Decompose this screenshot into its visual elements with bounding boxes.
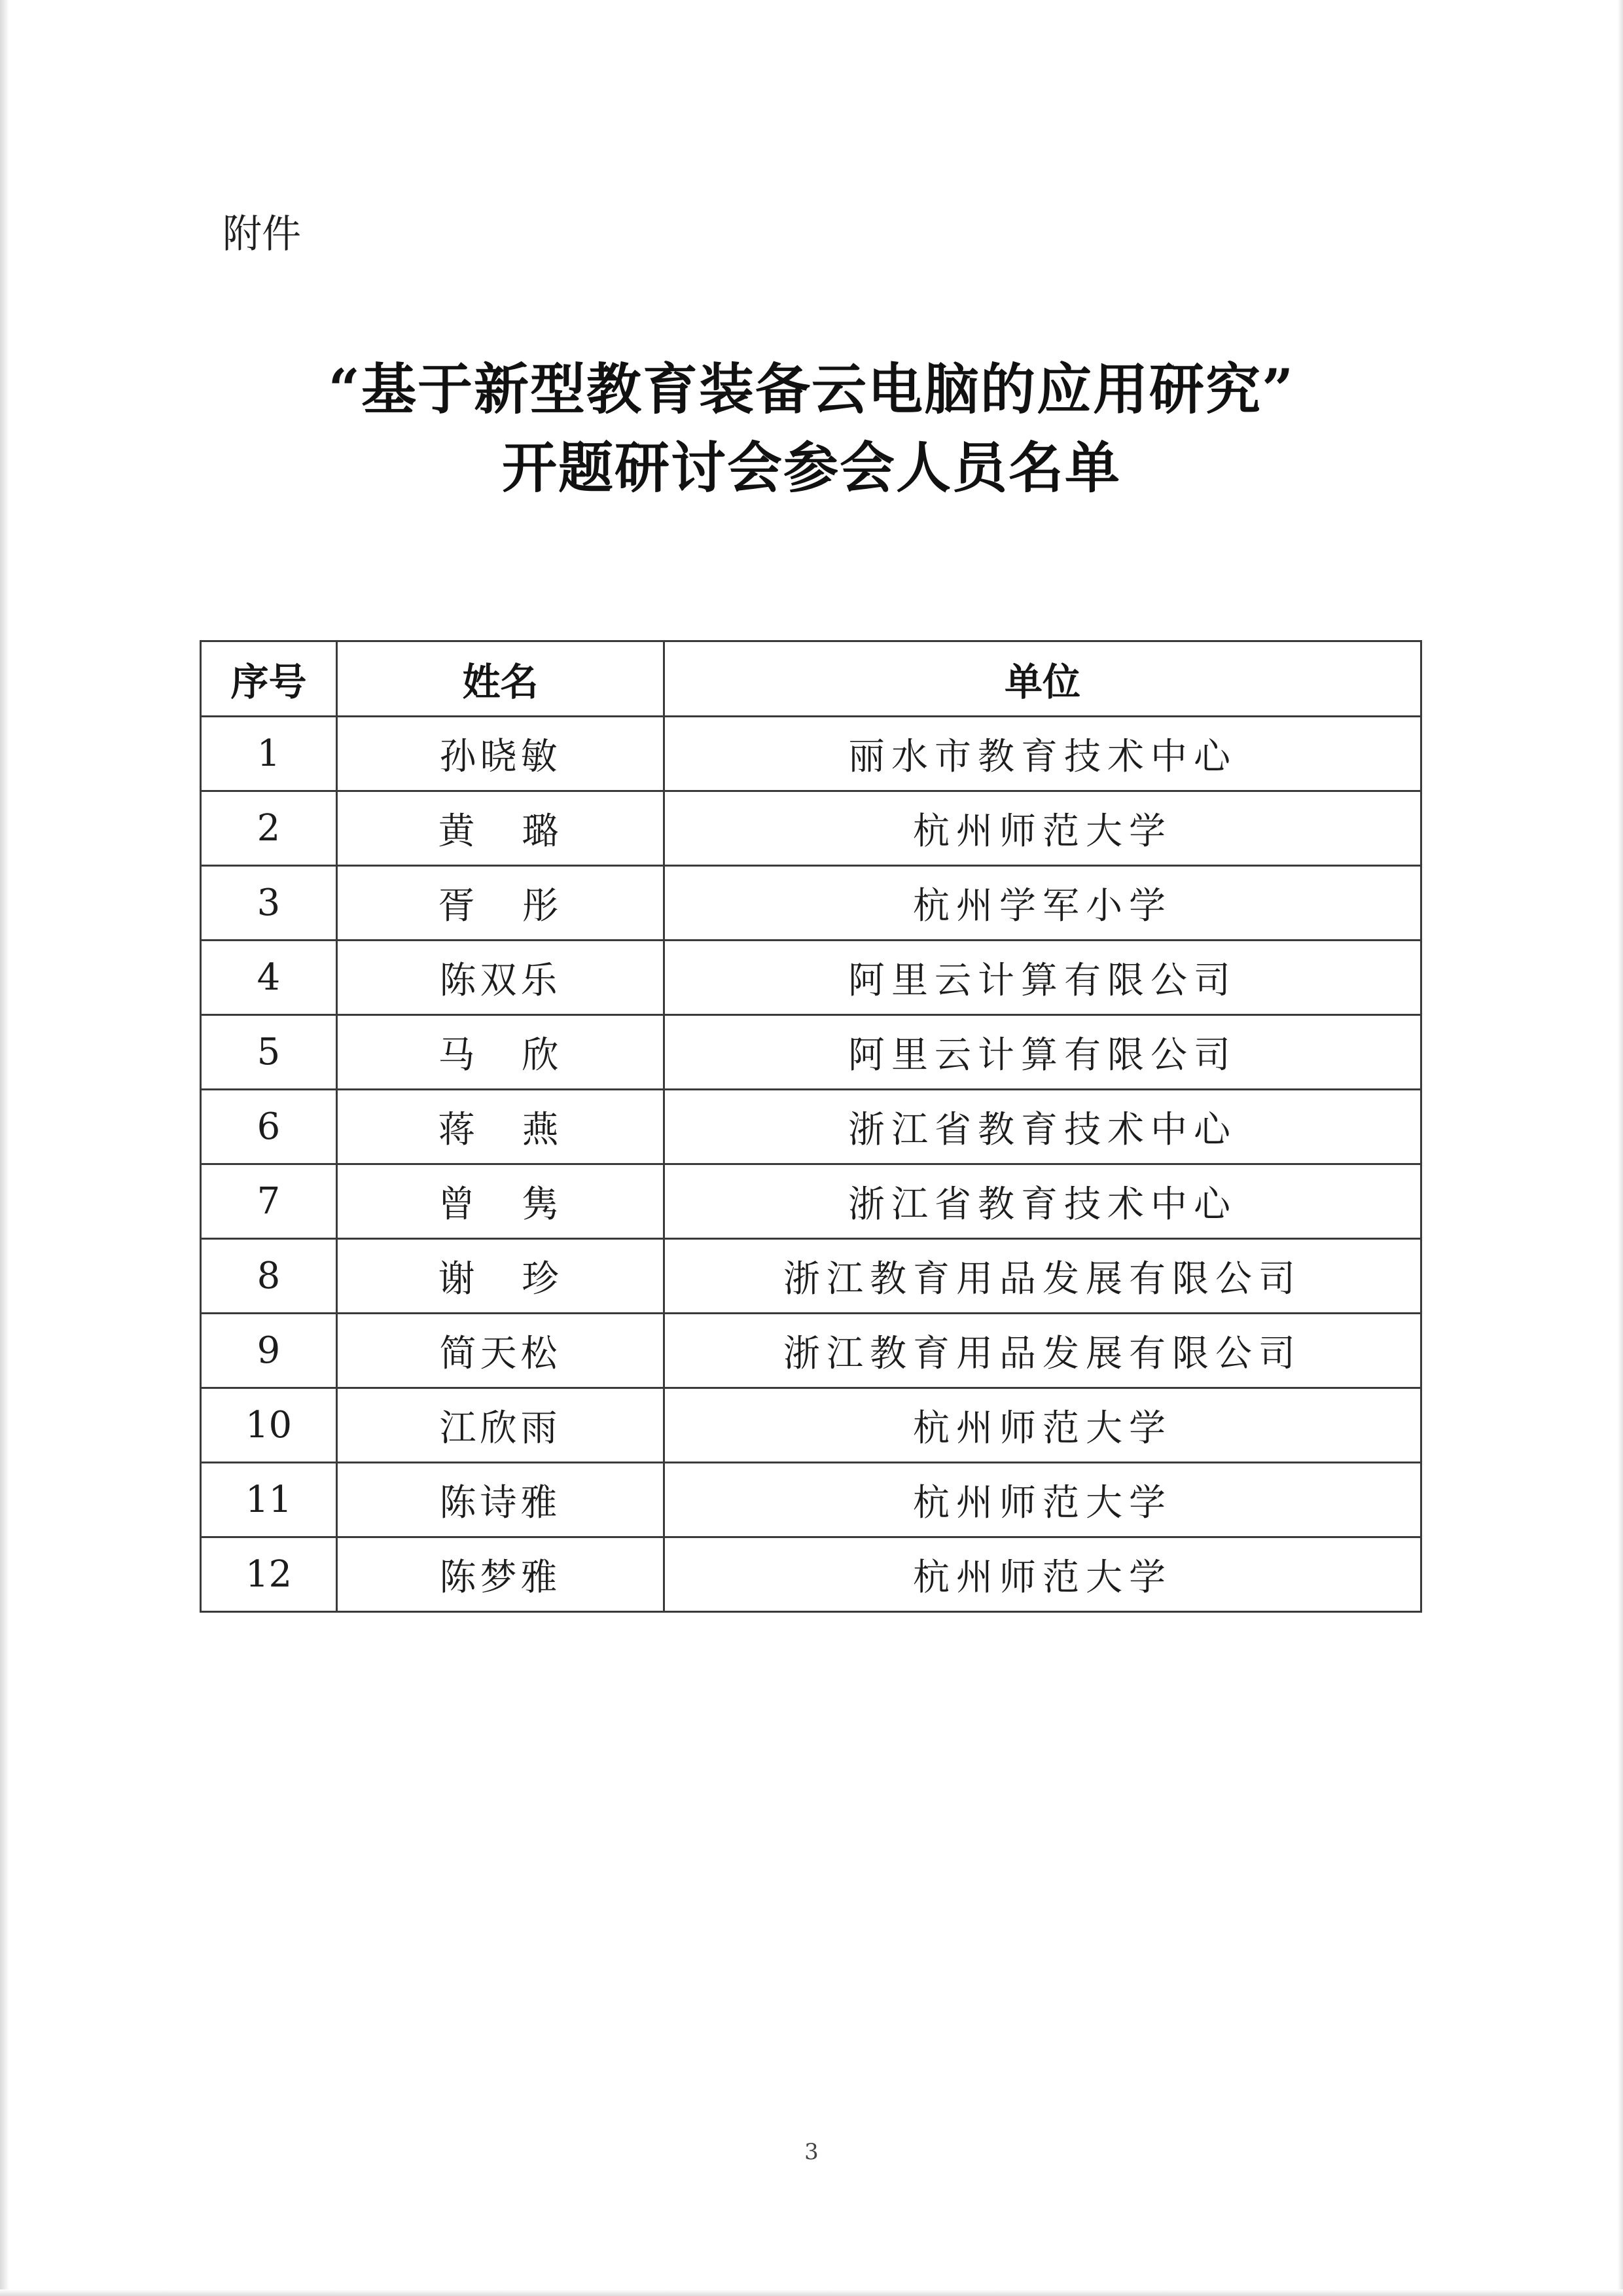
page-edge-shadow-bottom xyxy=(0,2289,1623,2296)
name-spread: 谢 珍 xyxy=(438,1257,563,1300)
cell-name xyxy=(337,866,664,941)
header-index: 序号 xyxy=(201,641,337,717)
cell-name: 陈梦雅 xyxy=(337,1537,664,1612)
header-unit: 单位 xyxy=(664,641,1421,717)
cell-name xyxy=(337,1164,664,1239)
cell-unit: 杭州师范大学 xyxy=(664,1388,1421,1463)
cell-unit: 浙江省教育技术中心 xyxy=(664,1164,1421,1239)
page-edge-shadow-right xyxy=(1618,0,1623,2296)
cell-name: 孙晓敏 xyxy=(337,717,664,791)
attachment-label: 附件 xyxy=(223,211,301,257)
cell-index: 7 xyxy=(201,1164,337,1239)
cell-name xyxy=(337,1239,664,1314)
table-row xyxy=(201,1239,1421,1314)
cell-unit: 阿里云计算有限公司 xyxy=(664,941,1421,1015)
cell-unit: 杭州师范大学 xyxy=(664,1537,1421,1612)
cell-index: 4 xyxy=(201,941,337,1015)
cell-unit: 丽水市教育技术中心 xyxy=(664,717,1421,791)
table-row xyxy=(201,1463,1421,1537)
document-title-line-1: “基于新型教育装备云电脑的应用研究” xyxy=(328,357,1295,422)
cell-name xyxy=(337,1090,664,1164)
cell-index: 8 xyxy=(201,1239,337,1314)
table-row xyxy=(201,791,1421,866)
cell-name xyxy=(337,1015,664,1090)
table-row xyxy=(201,941,1421,1015)
table-header-row xyxy=(201,641,1421,717)
cell-index: 5 xyxy=(201,1015,337,1090)
cell-index: 12 xyxy=(201,1537,337,1612)
cell-name: 江欣雨 xyxy=(337,1388,664,1463)
name-spread: 蒋 燕 xyxy=(438,1108,563,1151)
cell-name: 陈诗雅 xyxy=(337,1463,664,1537)
cell-name: 简天松 xyxy=(337,1314,664,1388)
cell-index: 2 xyxy=(201,791,337,866)
cell-index: 9 xyxy=(201,1314,337,1388)
table-row xyxy=(201,1015,1421,1090)
cell-unit: 杭州学军小学 xyxy=(664,866,1421,941)
cell-unit: 杭州师范大学 xyxy=(664,1463,1421,1537)
document-title-line-2: 开题研讨会参会人员名单 xyxy=(501,435,1121,500)
cell-index: 3 xyxy=(201,866,337,941)
table-row xyxy=(201,1537,1421,1612)
name-spread: 胥 彤 xyxy=(438,884,563,927)
table-body xyxy=(201,717,1421,1612)
table-row xyxy=(201,1090,1421,1164)
cell-index: 1 xyxy=(201,717,337,791)
cell-unit: 浙江教育用品发展有限公司 xyxy=(664,1239,1421,1314)
table-row xyxy=(201,1314,1421,1388)
cell-unit: 浙江教育用品发展有限公司 xyxy=(664,1314,1421,1388)
cell-unit: 浙江省教育技术中心 xyxy=(664,1090,1421,1164)
header-name: 姓名 xyxy=(337,641,664,717)
cell-index: 6 xyxy=(201,1090,337,1164)
name-spread: 曾 隽 xyxy=(438,1183,563,1226)
cell-unit: 阿里云计算有限公司 xyxy=(664,1015,1421,1090)
attendee-table xyxy=(200,640,1422,1613)
cell-index: 11 xyxy=(201,1463,337,1537)
table-row xyxy=(201,1164,1421,1239)
table-row xyxy=(201,1388,1421,1463)
cell-name: 陈双乐 xyxy=(337,941,664,1015)
page-edge-shadow-left xyxy=(0,0,9,2296)
table-row xyxy=(201,717,1421,791)
table-row xyxy=(201,866,1421,941)
cell-index: 10 xyxy=(201,1388,337,1463)
cell-name xyxy=(337,791,664,866)
name-spread: 黄 璐 xyxy=(438,810,563,853)
name-spread: 马 欣 xyxy=(438,1033,563,1077)
cell-unit: 杭州师范大学 xyxy=(664,791,1421,866)
page-number: 3 xyxy=(804,2139,819,2165)
